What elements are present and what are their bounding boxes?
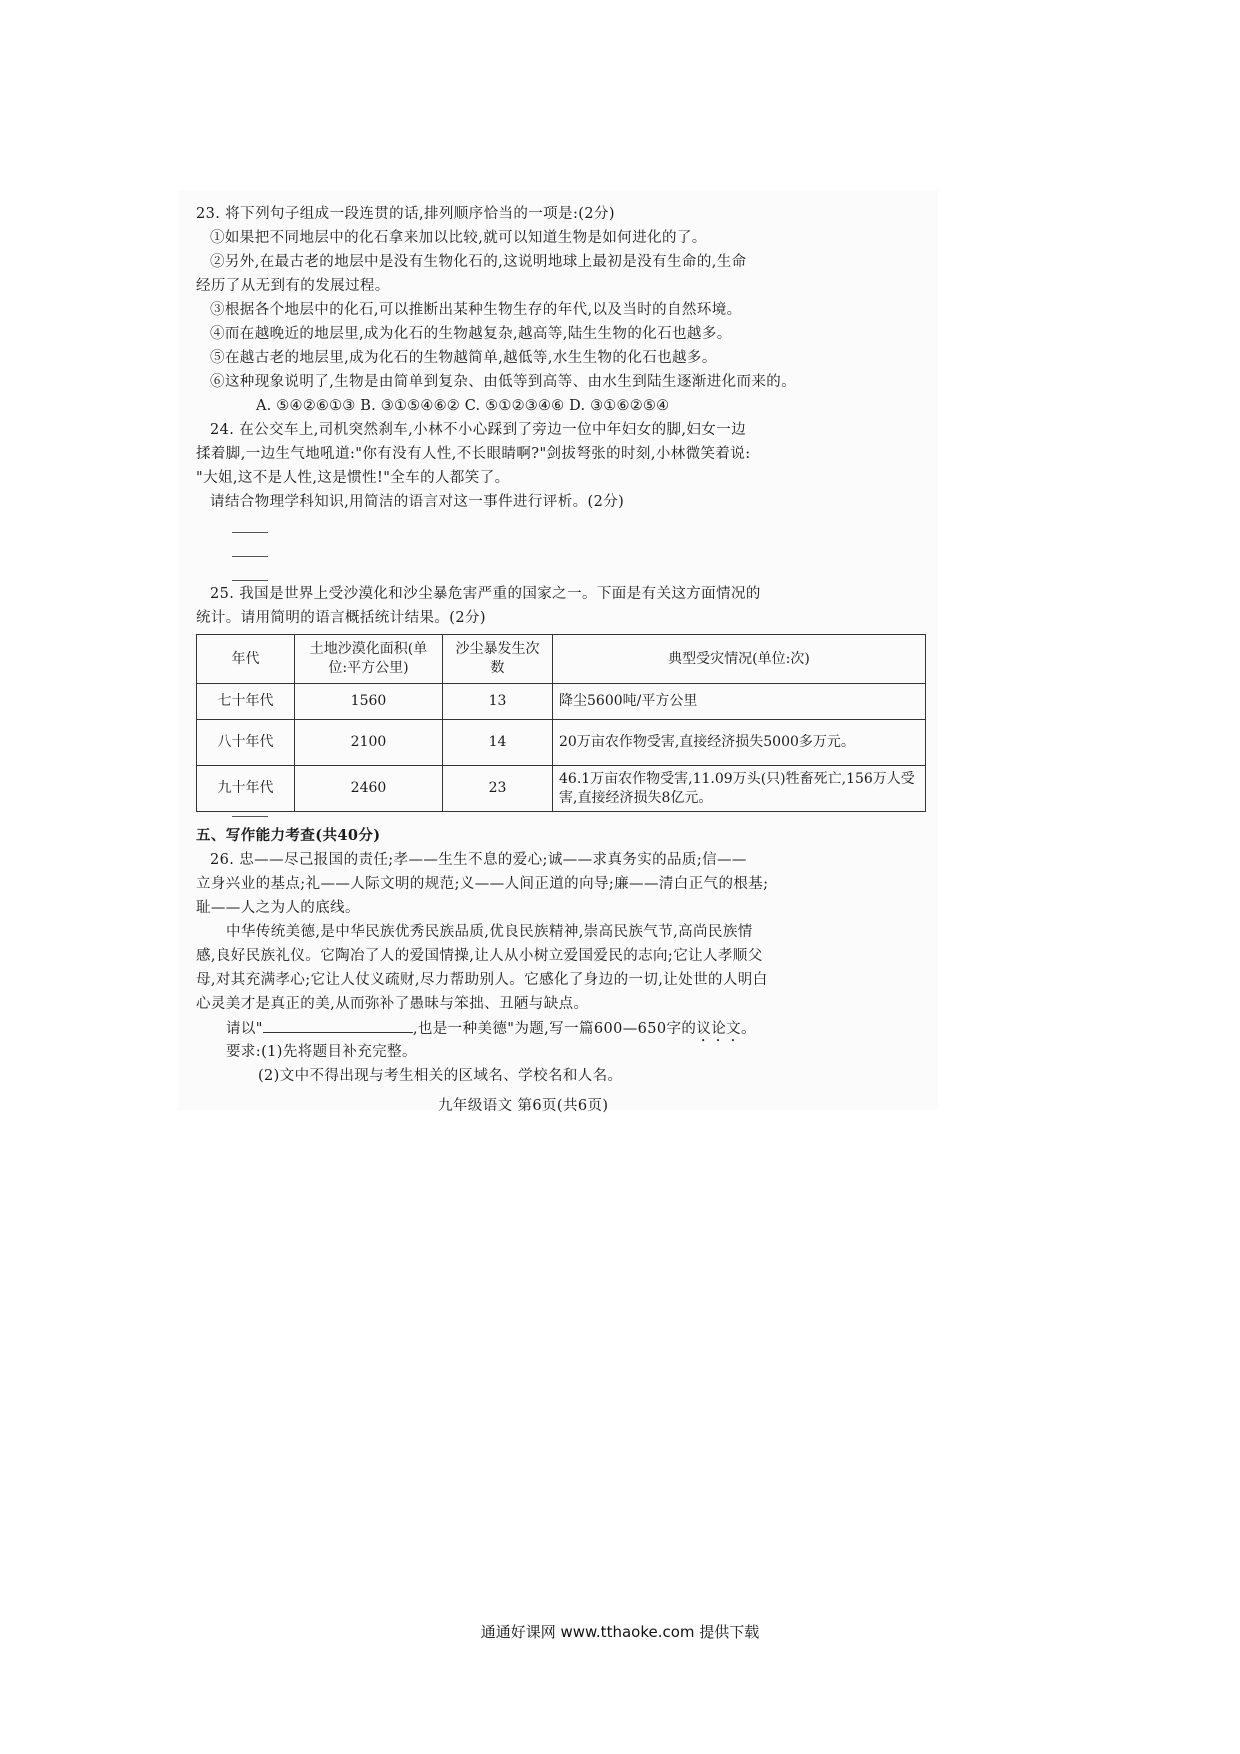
q26-prompt-mid: ,也是一种美德"为题,写一篇600—650字的 [412,1021,697,1037]
watermark-text: 通通好课网 www.tthaoke.com 提供下载 [480,1623,760,1641]
q23-sentence-2b: 经历了从无到有的发展过程。 [196,278,390,294]
table-row [197,766,926,812]
q26-para1-line-3: 耻——人之为人的底线。 [196,900,360,916]
table-cell: 九十年代 [197,766,295,812]
q23-sentence-1: ①如果把不同地层中的化石拿来加以比较,就可以知道生物是如何进化的了。 [210,230,707,246]
q24-line-3: "大姐,这不是人性,这是惯性!"全车的人都笑了。 [196,470,510,486]
q24-line-2: 揉着脚,一边生气地吼道:"你有没有人性,不长眼睛啊?"剑拔弩张的时刻,小林微笑着说: [196,446,751,462]
q26-para2-line-2: 感,良好民族礼仪。它陶冶了人的爱国情操,让人从小树立爱国爱民的志向;它让人孝顺父 [196,948,763,964]
table-cell: 14 [443,720,553,766]
table-cell: 八十年代 [197,720,295,766]
q25-line-2: 统计。请用简明的语言概括统计结果。(2分) [196,610,486,626]
table-cell: 46.1万亩农作物受害,11.09万头(只)牲畜死亡,156万人受害,直接经济损失8亿元。 [553,766,926,812]
q26-requirement-2: (2)文中不得出现与考生相关的区域名、学校名和人名。 [258,1068,623,1084]
q24-line-1: 24. 在公交车上,司机突然刹车,小林不小心踩到了旁边一位中年妇女的脚,妇女一边 [210,422,746,438]
q24-answer-line-1[interactable] [232,532,268,533]
table-cell: 23 [443,766,553,812]
statistics-table [196,634,926,812]
table-cell: 1560 [295,684,443,720]
q23-options: A. ⑤④②⑥①③ B. ③①⑤④⑥② C. ⑤①②③④⑥ D. ③①⑥②⑤④ [256,398,670,414]
q26-prompt-emphasis: 议论文 [696,1021,742,1037]
section-5-heading: 五、写作能力考查(共40分) [196,827,381,844]
table-cell: 七十年代 [197,684,295,720]
q26-para2-line-3: 母,对其充满孝心;它让人仗义疏财,尽力帮助别人。它感化了身边的一切,让处世的人明白 [196,972,768,988]
table-row [197,684,926,720]
q24-answer-line-2[interactable] [232,556,268,557]
table-cell: 降尘5600吨/平方公里 [553,684,926,720]
q26-para2-line-4: 心灵美才是真正的美,从而弥补了愚昧与笨拙、丑陋与缺点。 [196,996,589,1012]
table-header: 年代 [197,635,295,684]
table-cell: 20万亩农作物受害,直接经济损失5000多万元。 [553,720,926,766]
q23-stem: 23. 将下列句子组成一段连贯的话,排列顺序恰当的一项是:(2分) [196,206,615,222]
q23-sentence-5: ⑤在越古老的地层里,成为化石的生物越简单,越低等,水生生物的化石也越多。 [210,350,717,366]
q26-para1-line-2: 立身兴业的基点;礼——人际文明的规范;义——人间正道的向导;廉——清白正气的根基; [196,876,769,892]
q26-prompt-pre: 请以" [226,1021,263,1037]
q26-prompt [226,1018,756,1045]
q23-sentence-2a: ②另外,在最古老的地层中是没有生物化石的,这说明地球上最初是没有生命的,生命 [210,254,747,270]
q24-line-4: 请结合物理学科知识,用简洁的语言对这一事件进行评析。(2分) [210,494,625,510]
table-cell: 13 [443,684,553,720]
q25-answer-line[interactable] [232,816,268,817]
table-header-row [197,635,926,684]
q23-sentence-3: ③根据各个地层中的化石,可以推断出某种生物生存的年代,以及当时的自然环境。 [210,302,742,318]
table-header: 土地沙漠化面积(单位:平方公里) [295,635,443,684]
table-header: 沙尘暴发生次数 [443,635,553,684]
title-blank[interactable] [263,1018,413,1033]
q25-line-1: 25. 我国是世界上受沙漠化和沙尘暴危害严重的国家之一。下面是有关这方面情况的 [210,586,761,602]
q26-para1-line-1: 26. 忠——尽己报国的责任;孝——生生不息的爱心;诚——求真务实的品质;信—— [210,852,747,868]
page-footer: 九年级语文 第6页(共6页) [438,1098,609,1114]
table-cell: 2460 [295,766,443,812]
q23-sentence-4: ④而在越晚近的地层里,成为化石的生物越复杂,越高等,陆生生物的化石也越多。 [210,326,732,342]
q24-answer-line-3[interactable] [232,580,268,581]
q26-para2-line-1: 中华传统美德,是中华民族优秀民族品质,优良民族精神,崇高民族气节,高尚民族情 [226,924,753,940]
q26-prompt-end: 。 [741,1021,756,1037]
q26-requirement-1: 要求:(1)先将题目补充完整。 [226,1044,417,1060]
q23-sentence-6: ⑥这种现象说明了,生物是由简单到复杂、由低等到高等、由水生到陆生逐渐进化而来的。 [210,374,797,390]
table-cell: 2100 [295,720,443,766]
table-row [197,720,926,766]
table-header: 典型受灾情况(单位:次) [553,635,926,684]
